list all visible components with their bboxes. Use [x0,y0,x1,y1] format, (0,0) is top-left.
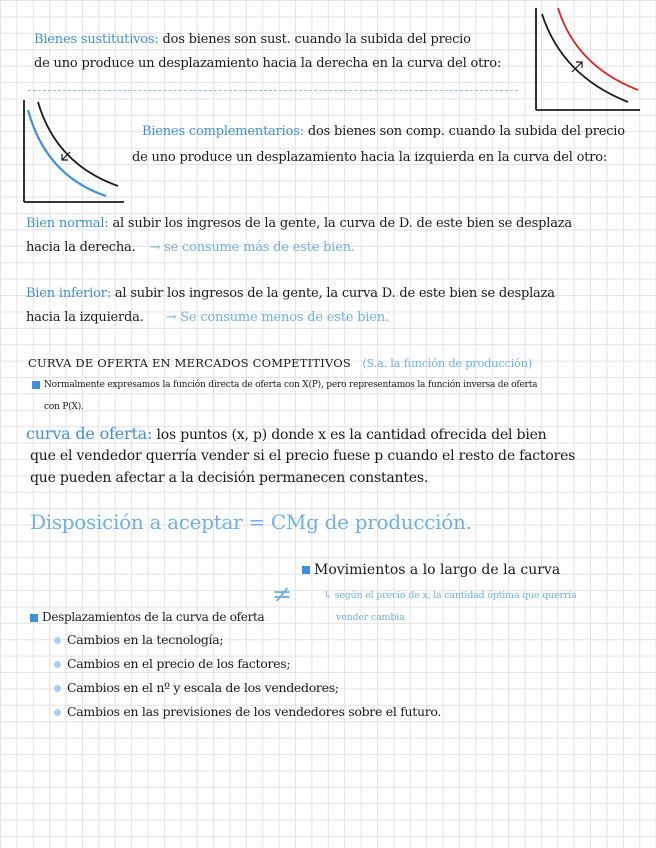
desplazamientos-item [54,704,441,719]
complementarios-text2: de uno produce un desplazamiento hacia la izquierda en la curva del otro: [132,150,608,165]
oferta-heading-note: (S.a. la función de producción) [362,356,532,370]
bullet-dot-icon [54,661,61,668]
oferta-heading-line [28,356,532,370]
oferta-def-text3: que pueden afectar a la decisión permanecen constantes. [30,470,429,486]
normal-note: → se consume más de este bien. [149,240,355,255]
complements-graph [20,98,124,204]
bullet-dot-icon [54,637,61,644]
oferta-heading: CURVA DE OFERTA EN MERCADOS COMPETITIVOS [28,356,351,370]
disposicion-formula: Disposición a aceptar = CMg de producción. [30,510,472,534]
normal-line2 [26,240,355,255]
inferior-text1: al subir los ingresos de la gente, la curva D. de este bien se desplaza [114,286,555,301]
desplazamientos-title: Desplazamientos de la curva de oferta [42,610,265,624]
normal-text1: al subir los ingresos de la gente, la curva de D. de este bien se desplaza [112,216,572,231]
normal-line1 [26,216,572,231]
oferta-def-text1: los puntos (x, p) donde x es la cantidad ofrecida del bien [156,427,547,443]
section-divider [28,90,518,91]
desplazamientos-item-text: Cambios en el nº y escala de los vendedores; [67,680,339,695]
substitutes-graph [532,6,642,114]
oferta-def-line1 [26,424,547,443]
complementarios-line1 [142,124,625,139]
inferior-line2 [26,310,389,325]
complementarios-term: Bienes complementarios: [142,124,304,139]
bullet-square-icon [30,614,38,622]
oferta-def-term: curva de oferta: [26,424,153,443]
movimientos-title-line [302,562,560,578]
desplazamientos-item [54,656,290,671]
movimientos-title: Movimientos a lo largo de la curva [314,562,561,578]
desplazamientos-title-line [30,610,264,624]
oferta-bullet1-text: Normalmente expresamos la función directa de oferta con X(P), pero representamos la función inversa de oferta [44,380,538,390]
oferta-def-text2: que el vendedor querría vender si el precio fuese p cuando el resto de factores [30,448,576,464]
movimientos-sub1: ↳ según el precio de x, la cantidad óptima que querría [324,590,577,601]
sustitutivos-text2: de uno produce un desplazamiento hacia la derecha en la curva del otro: [34,56,501,71]
desplazamientos-item-text: Cambios en la tecnología; [67,632,224,647]
sustitutivos-text1: dos bienes son sust. cuando la subida del precio [162,32,471,47]
sustitutivos-term: Bienes sustitutivos: [34,32,159,47]
bullet-dot-icon [54,709,61,716]
inferior-line1 [26,286,555,301]
desplazamientos-item-text: Cambios en el precio de los factores; [67,656,291,671]
bullet-square-icon [32,381,40,389]
desplazamientos-item [54,680,339,695]
inferior-term: Bien inferior: [26,286,111,301]
normal-text2: hacia la derecha. [26,240,136,255]
oferta-bullet1b: con P(X). [44,402,84,412]
desplazamientos-item-text: Cambios en las previsiones de los vendedores sobre el futuro. [67,704,442,719]
sustitutivos-line1 [34,32,471,47]
bullet-square-icon [302,566,310,574]
inferior-note: → Se consume menos de este bien. [165,310,389,325]
oferta-bullet1 [32,380,537,390]
desplazamientos-item [54,632,223,647]
movimientos-sub2: vender cambia [336,612,405,623]
complementarios-text1: dos bienes son comp. cuando la subida del precio [307,124,625,139]
not-equal-icon: ≠ [272,580,293,608]
bullet-dot-icon [54,685,61,692]
normal-term: Bien normal: [26,216,109,231]
inferior-text2: hacia la izquierda. [26,310,144,325]
